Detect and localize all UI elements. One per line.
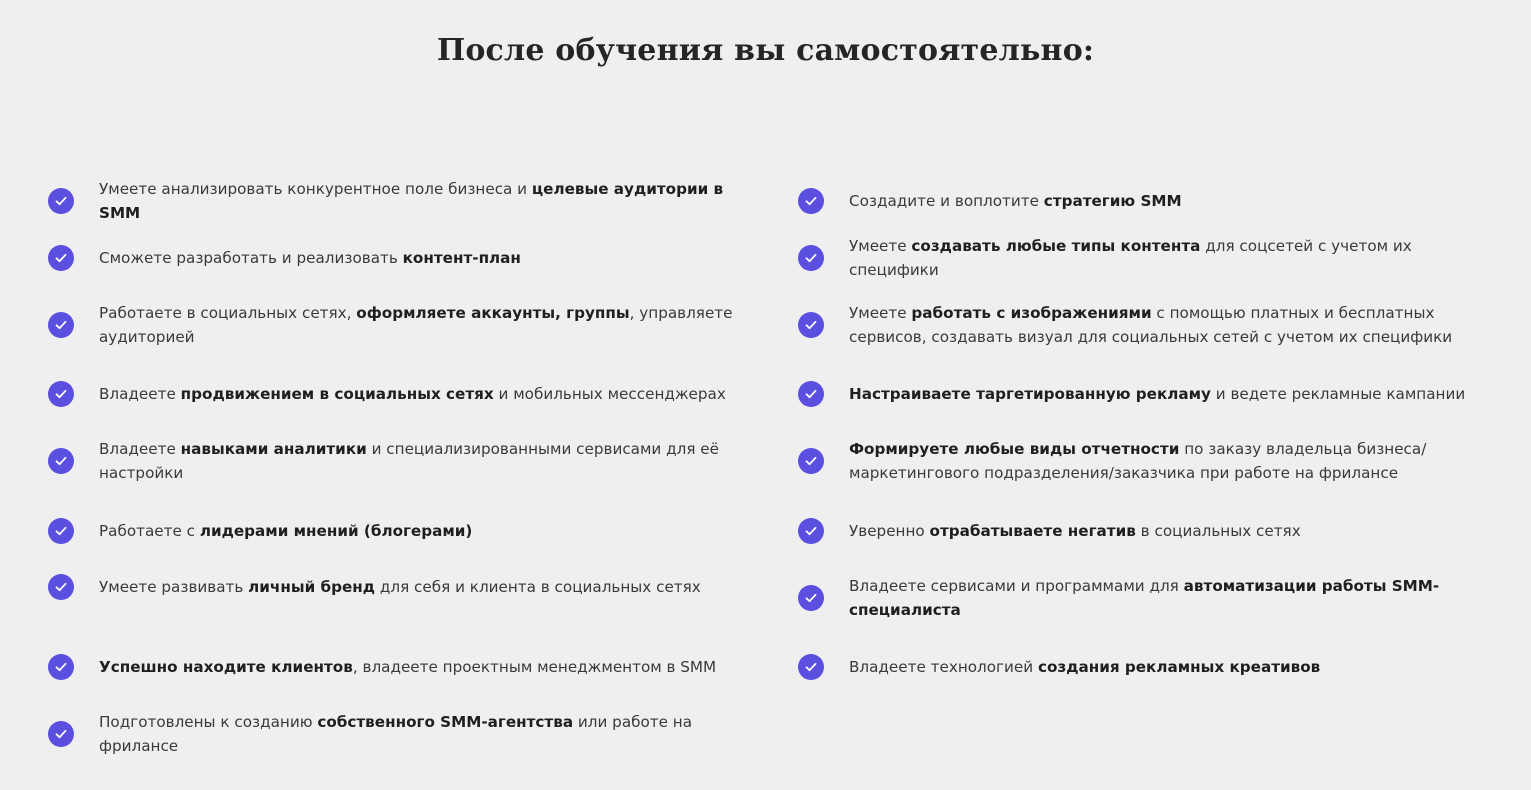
list-item (48, 301, 748, 349)
list-item-text (99, 655, 716, 679)
check-circle-icon (798, 518, 824, 544)
list-item (48, 710, 748, 758)
highlight-text: Настраиваете таргетированную рекламу (849, 385, 1211, 403)
list-item-text (849, 234, 1498, 282)
highlight-text: автоматизации работы SMM-специалиста (849, 577, 1440, 619)
list-item (48, 245, 748, 271)
plain-text: с помощью платных и бесплатных сервисов, создавать визуал для социальных сетей с учетом их специфики (849, 304, 1453, 346)
list-item (48, 437, 748, 485)
plain-text: , управляете аудиторией (99, 304, 733, 346)
highlight-text: создавать любые типы контента (911, 237, 1201, 255)
highlight-text: целевые аудитории в SMM (99, 180, 724, 222)
check-circle-icon (48, 245, 74, 271)
check-circle-icon (798, 381, 824, 407)
plain-text: и мобильных мессенджерах (493, 385, 726, 403)
check-circle-icon (48, 312, 74, 338)
highlight-text: контент-план (402, 249, 521, 267)
list-item-text (99, 519, 472, 543)
list-item-text (849, 189, 1182, 213)
highlight-text: оформляете аккаунты, группы (356, 304, 630, 322)
highlight-text: отрабатываете негатив (929, 522, 1136, 540)
highlight-text: личный бренд (248, 578, 376, 596)
plain-text: Подготовлены к созданию (99, 713, 318, 731)
plain-text: Владеете (99, 385, 181, 403)
plain-text: Владеете технологией (849, 658, 1038, 676)
list-item-text (849, 301, 1498, 349)
highlight-text: Формируете любые виды отчетности (849, 440, 1180, 458)
plain-text: и ведете рекламные кампании (1210, 385, 1466, 403)
check-circle-icon (798, 245, 824, 271)
list-item (48, 180, 748, 222)
highlight-text: создания рекламных креативов (1037, 658, 1321, 676)
highlight-text: стратегию SMM (1043, 192, 1182, 210)
list-item-text (849, 655, 1320, 679)
check-circle-icon (798, 312, 824, 338)
check-circle-icon (48, 654, 74, 680)
list-item (798, 518, 1498, 544)
page-title: После обучения вы самостоятельно: (436, 33, 1095, 68)
list-item-text (99, 301, 748, 349)
plain-text: Сможете разработать и реализовать (99, 249, 403, 267)
list-item-text (99, 246, 521, 270)
list-item-text (99, 575, 701, 599)
plain-text: в социальных сетях (1135, 522, 1301, 540)
list-item (48, 574, 748, 600)
plain-text: Умеете развивать (99, 578, 249, 596)
list-item-text (99, 382, 726, 406)
check-circle-icon (798, 654, 824, 680)
highlight-text: собственного SMM-агентства (317, 713, 574, 731)
list-item (798, 381, 1498, 407)
check-circle-icon (48, 721, 74, 747)
list-item (798, 574, 1498, 622)
check-circle-icon (798, 188, 824, 214)
check-circle-icon (48, 381, 74, 407)
list-item-text (99, 710, 748, 758)
list-item-text (849, 574, 1498, 622)
list-item (48, 381, 748, 407)
list-item (798, 301, 1498, 349)
plain-text: Владеете сервисами и программами для (849, 577, 1184, 595)
check-circle-icon (48, 518, 74, 544)
plain-text: Работаете с (99, 522, 200, 540)
list-item (798, 188, 1498, 214)
list-item (798, 654, 1498, 680)
plain-text: для себя и клиента в социальных сетях (375, 578, 701, 596)
plain-text: Работаете в социальных сетях, (99, 304, 357, 322)
highlight-text: продвижением в социальных сетях (180, 385, 494, 403)
list-item (798, 237, 1498, 279)
plain-text: Умеете (849, 237, 912, 255)
check-circle-icon (798, 448, 824, 474)
plain-text: , владеете проектным менеджментом в SMM (352, 658, 717, 676)
check-circle-icon (48, 574, 74, 600)
plain-text: Уверенно (849, 522, 930, 540)
plain-text: для соцсетей с учетом их специфики (849, 237, 1412, 279)
list-item-text (99, 437, 748, 485)
plain-text: Умеете анализировать конкурентное поле бизнеса и (99, 180, 532, 198)
list-item-text (99, 177, 748, 225)
list-item (48, 518, 748, 544)
plain-text: по заказу владельца бизнеса/маркетингового подразделения/заказчика при работе на фрилансе (849, 440, 1427, 482)
list-item (798, 437, 1498, 485)
highlight-text: навыками аналитики (180, 440, 367, 458)
highlight-text: лидерами мнений (блогерами) (199, 522, 473, 540)
plain-text: Владеете (99, 440, 181, 458)
highlight-text: работать с изображениями (911, 304, 1152, 322)
check-circle-icon (48, 188, 74, 214)
list-item-text (849, 437, 1498, 485)
list-item-text (849, 519, 1301, 543)
plain-text: и специализированными сервисами для её настройки (99, 440, 719, 482)
check-circle-icon (798, 585, 824, 611)
list-item (48, 654, 748, 680)
plain-text: или работе на фрилансе (99, 713, 693, 755)
plain-text: Создадите и воплотите (849, 192, 1044, 210)
list-item-text (849, 382, 1465, 406)
check-circle-icon (48, 448, 74, 474)
plain-text: Умеете (849, 304, 912, 322)
highlight-text: Успешно находите клиентов (99, 658, 353, 676)
